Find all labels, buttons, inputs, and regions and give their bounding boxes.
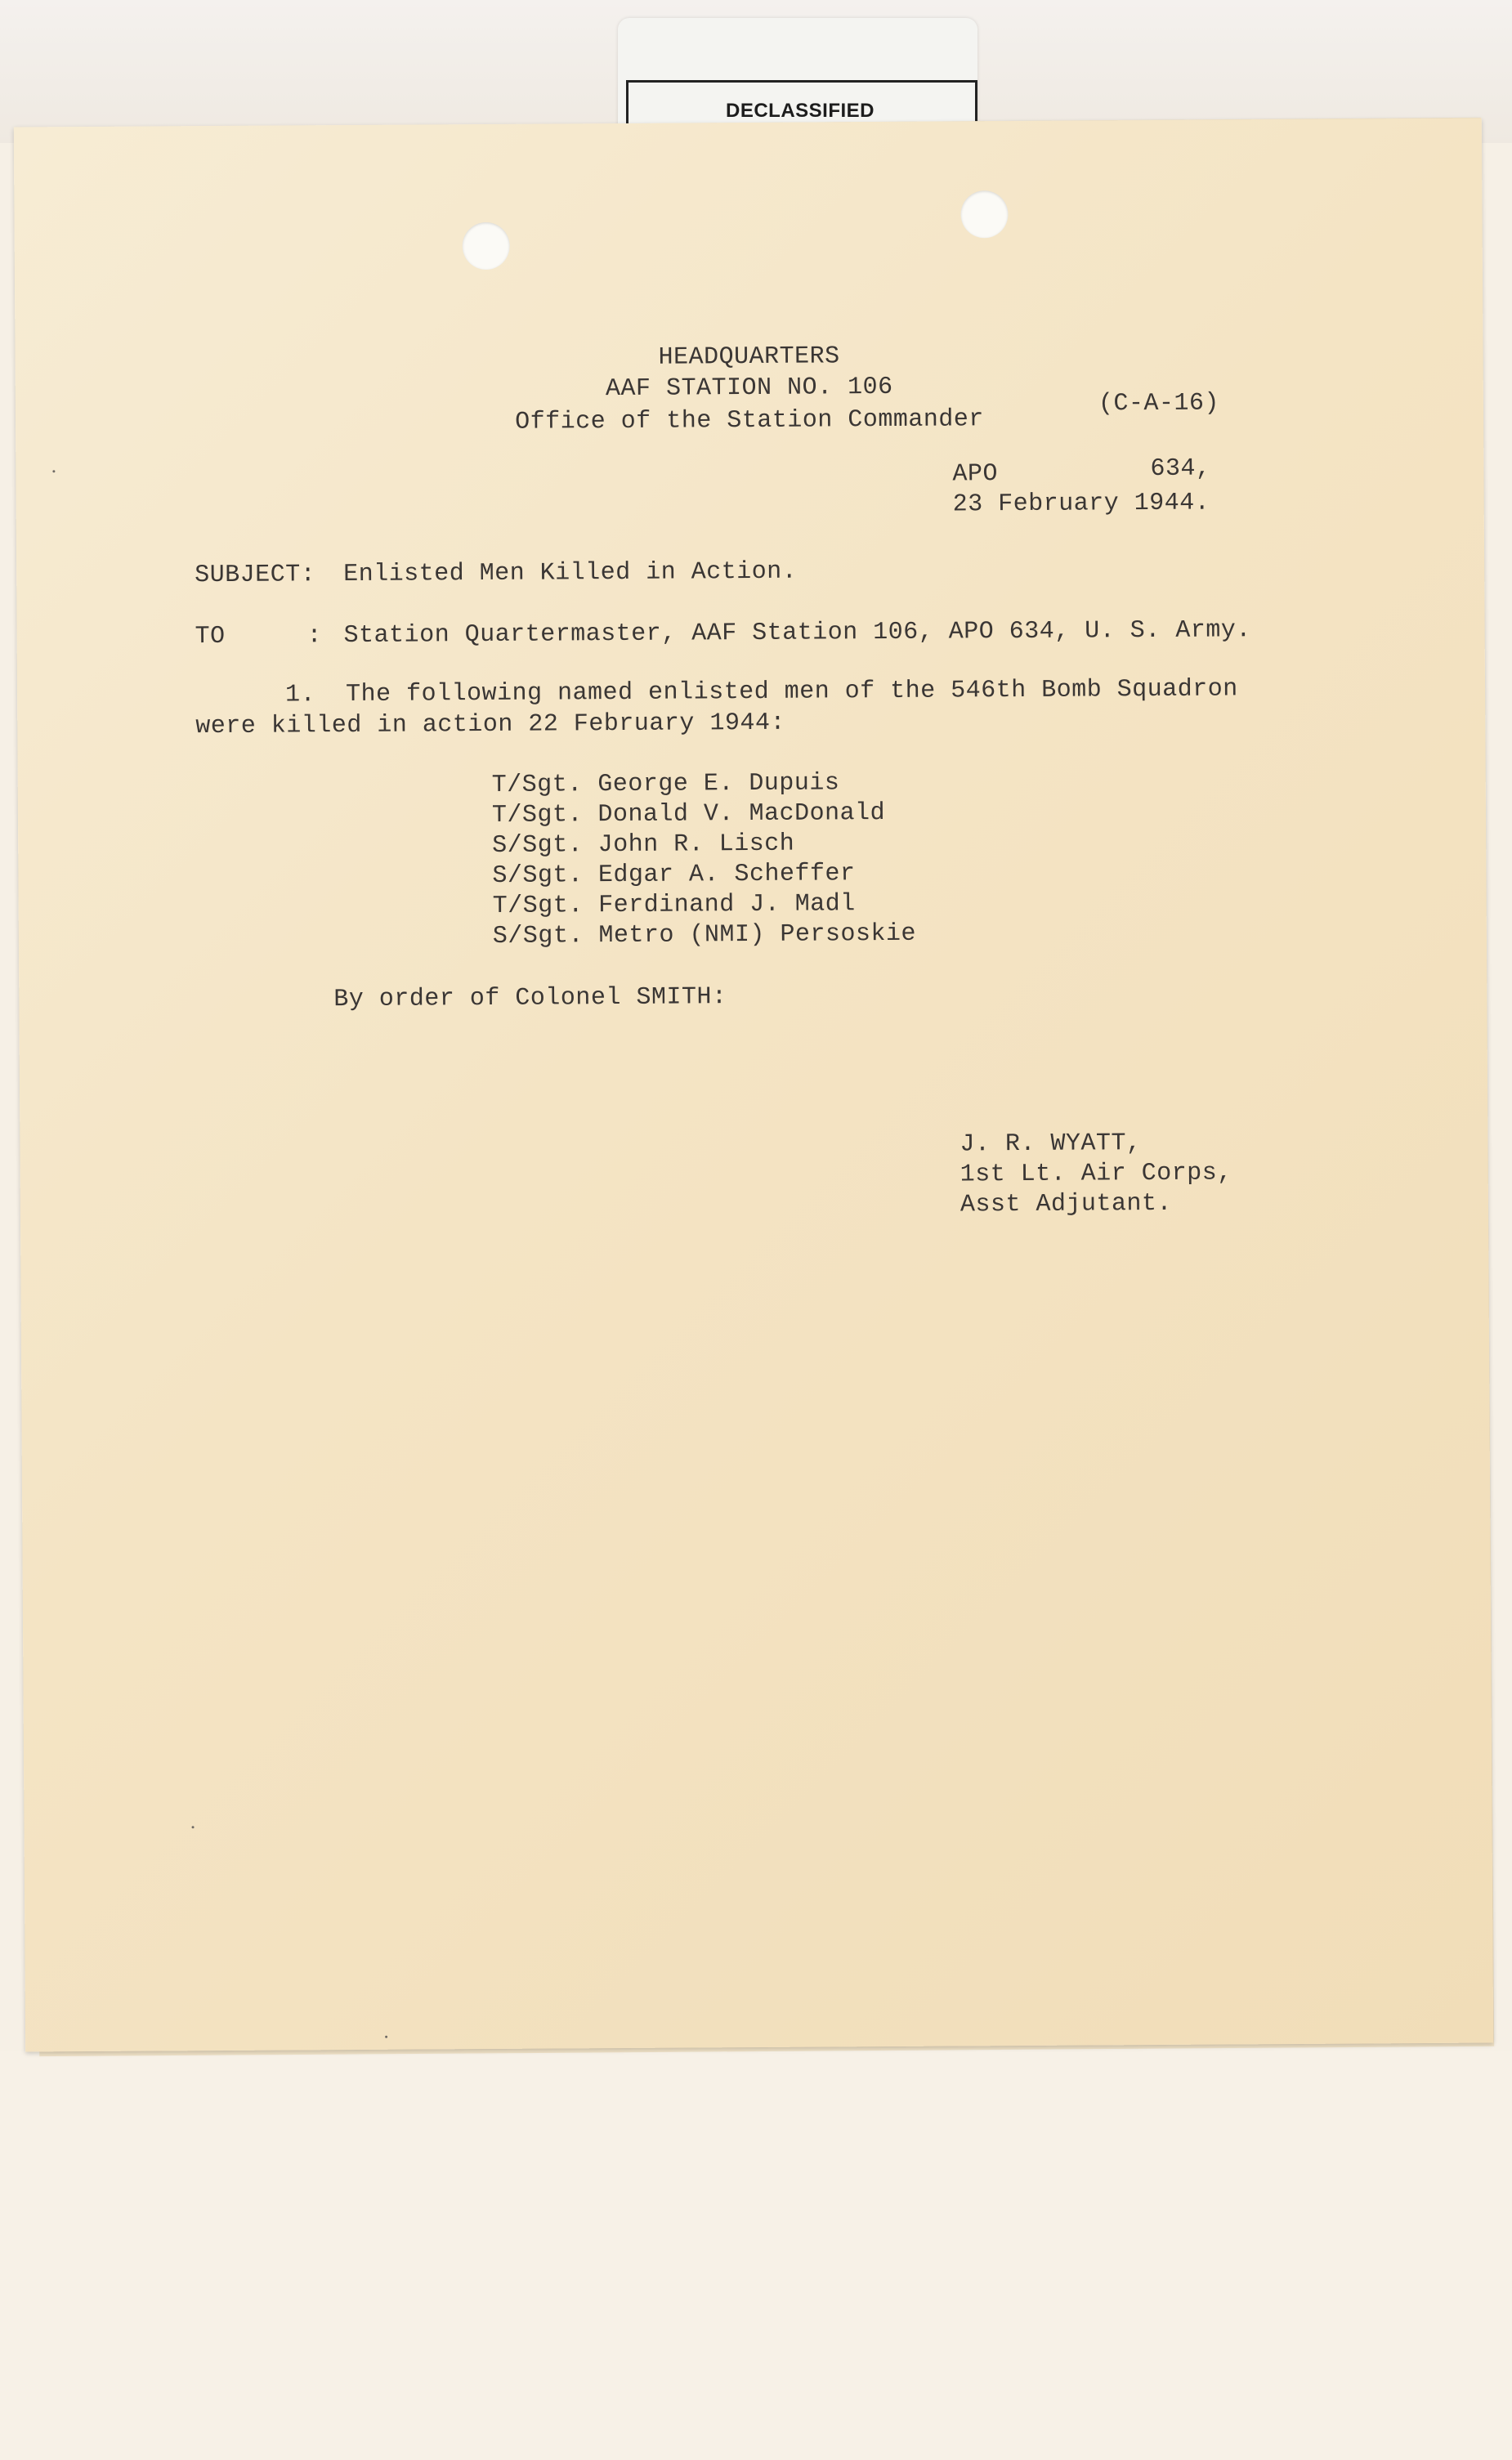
paper-speck (385, 2036, 387, 2038)
apo-number: 634, (1150, 454, 1211, 484)
file-code: (C-A-16) (1098, 389, 1220, 418)
authority-line: By order of Colonel SMITH: (333, 983, 727, 1014)
signature-rank: 1st Lt. Air Corps, (960, 1159, 1232, 1189)
to-colon: : (306, 622, 323, 651)
paper-speck (192, 1826, 195, 1828)
body-paragraph-line2: were killed in action 22 February 1944: (195, 709, 786, 741)
letterhead-office: Office of the Station Commander (515, 405, 984, 436)
body-paragraph-line1: 1. The following named enlisted men of the 546th Bomb Squadron (284, 675, 1238, 709)
punch-hole-right (960, 190, 1008, 238)
casualty-list-item: S/Sgt. John R. Lisch (492, 830, 795, 860)
scan-backdrop-bottom (0, 2051, 1512, 2460)
subject-text: Enlisted Men Killed in Action. (343, 557, 798, 589)
casualty-list-item: S/Sgt. Metro (NMI) Persoskie (492, 919, 917, 950)
document-date: 23 February 1944. (952, 489, 1210, 519)
punch-hole-left (463, 222, 510, 270)
casualty-list-item: T/Sgt. Donald V. MacDonald (491, 799, 886, 830)
to-label: TO (195, 622, 226, 651)
letterhead-station: AAF STATION NO. 106 (605, 373, 893, 404)
casualty-list-item: S/Sgt. Edgar A. Scheffer (492, 860, 856, 890)
letterhead-headquarters: HEADQUARTERS (658, 342, 840, 372)
document-page (14, 119, 1493, 2052)
declassified-stamp: DECLASSIFIED (726, 100, 875, 122)
signature-title: Asst Adjutant. (960, 1189, 1173, 1219)
casualty-list-item: T/Sgt. Ferdinand J. Madl (492, 890, 856, 920)
to-text: Station Quartermaster, AAF Station 106, APO 634, U. S. Army. (343, 616, 1251, 651)
casualty-list-item: T/Sgt. George E. Dupuis (491, 769, 840, 799)
paper-speck (52, 470, 55, 472)
apo-label: APO (952, 460, 999, 489)
signature-name: J. R. WYATT, (960, 1129, 1142, 1159)
subject-label: SUBJECT: (195, 561, 316, 590)
